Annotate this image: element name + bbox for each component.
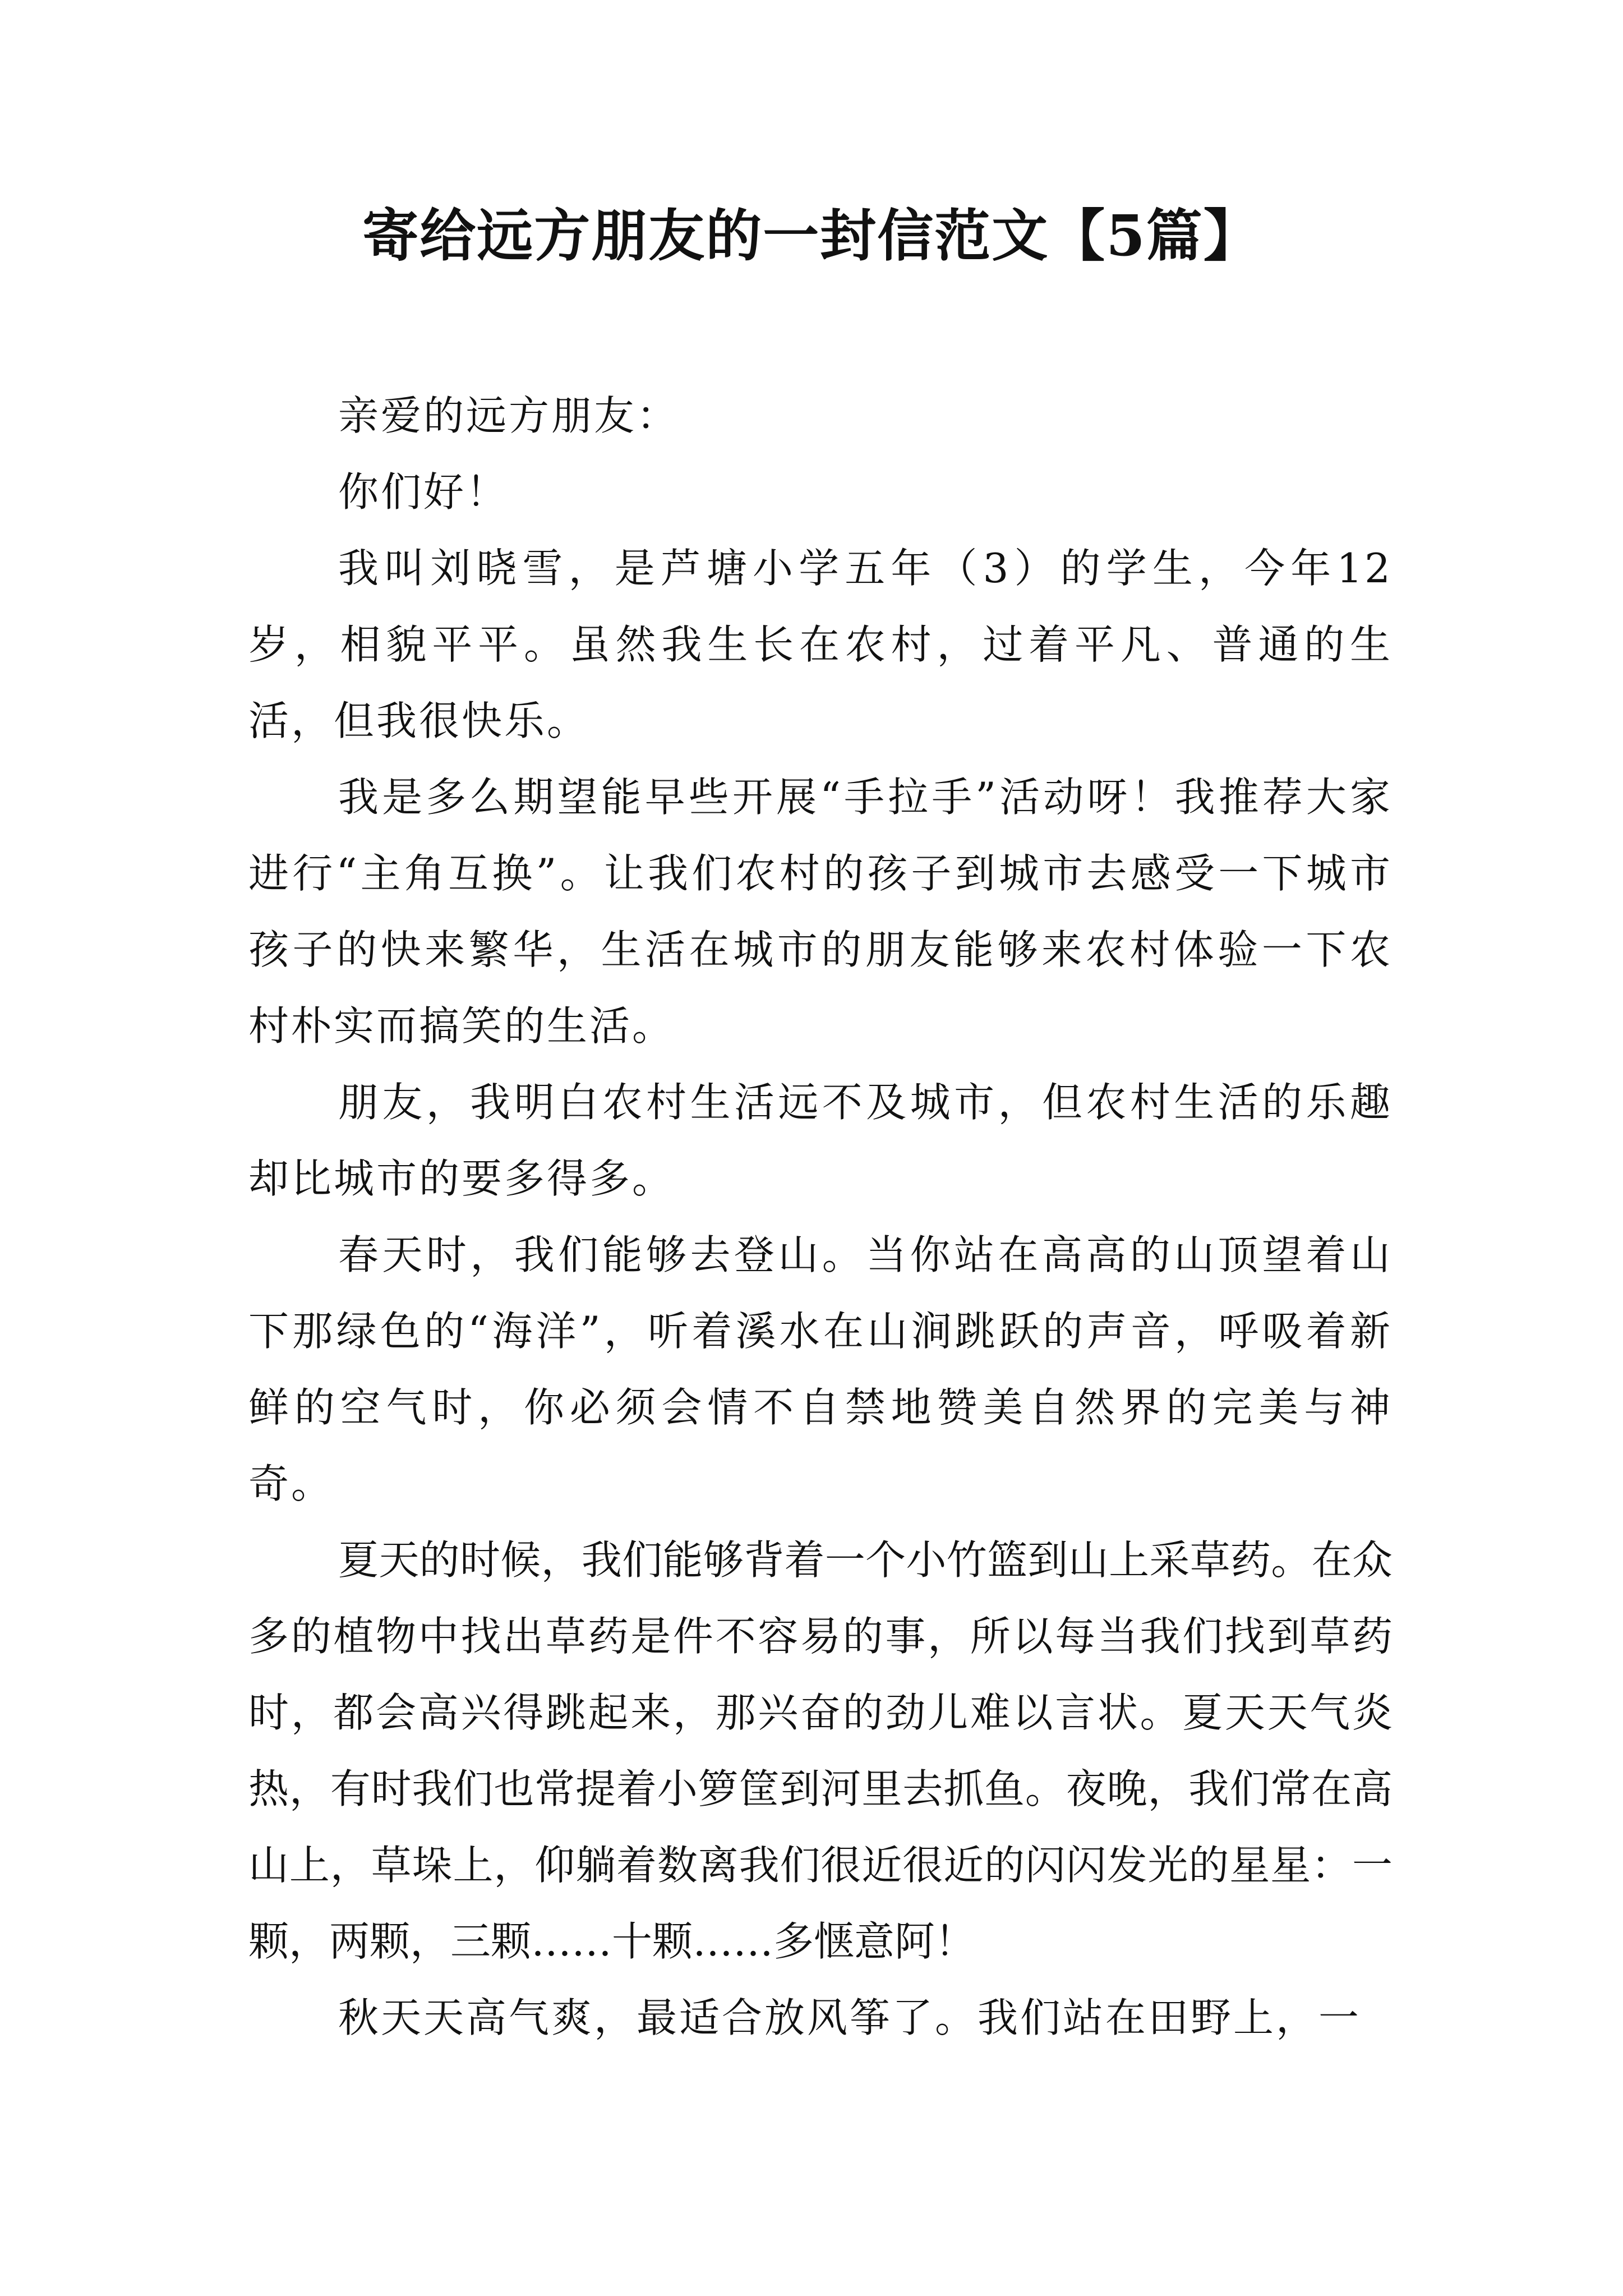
paragraph-spring: 春天时，我们能够去登山。当你站在高高的山顶望着山下那绿色的“海洋”，听着溪水在山涧跳跃的声音，呼吸着新鲜的空气时，你必须会情不自禁地赞美自然界的完美与神奇。 [248,1231,1393,1507]
salutation: 亲爱的远方朋友： [338,392,680,439]
document-title: 寄给远方朋友的一封信范文【5篇】 [362,203,1261,269]
paragraph-summer: 夏天的时候，我们能够背着一个小竹篮到山上采草药。在众多的植物中找出草药是件不容易的事，所以每当我们找到草药时，都会高兴得跳起来，那兴奋的劲儿难以言状。夏天天气炎热，有时我们也常提着小箩筐到河里去抓鱼。夜晚，我们常在高山上，草垛上，仰躺着数离我们很近很近的闪闪发光的星星：一颗，两颗，三颗……十颗……多惬意阿！ [248,1536,1393,1965]
paragraph-rural-life: 朋友，我明白农村生活远不及城市，但农村生活的乐趣却比城市的要多得多。 [248,1079,1393,1202]
greeting: 你们好！ [338,468,509,516]
paragraph-autumn: 秋天天高气爽，最适合放风筝了。我们站在田野上，一 [338,1994,1362,2041]
paragraph-intro: 我叫刘晓雪，是芦塘小学五年（3）的学生，今年12岁，相貌平平。虽然我生长在农村，过着平凡、普通的生活，但我很快乐。 [248,545,1393,744]
document-body [248,378,1393,2056]
paragraph-activity: 我是多么期望能早些开展“手拉手”活动呀！我推荐大家进行“主角互换”。让我们农村的孩子到城市去感受一下城市孩子的快来繁华，生活在城市的朋友能够来农村体验一下农村朴实而搞笑的生活。 [248,774,1393,1050]
